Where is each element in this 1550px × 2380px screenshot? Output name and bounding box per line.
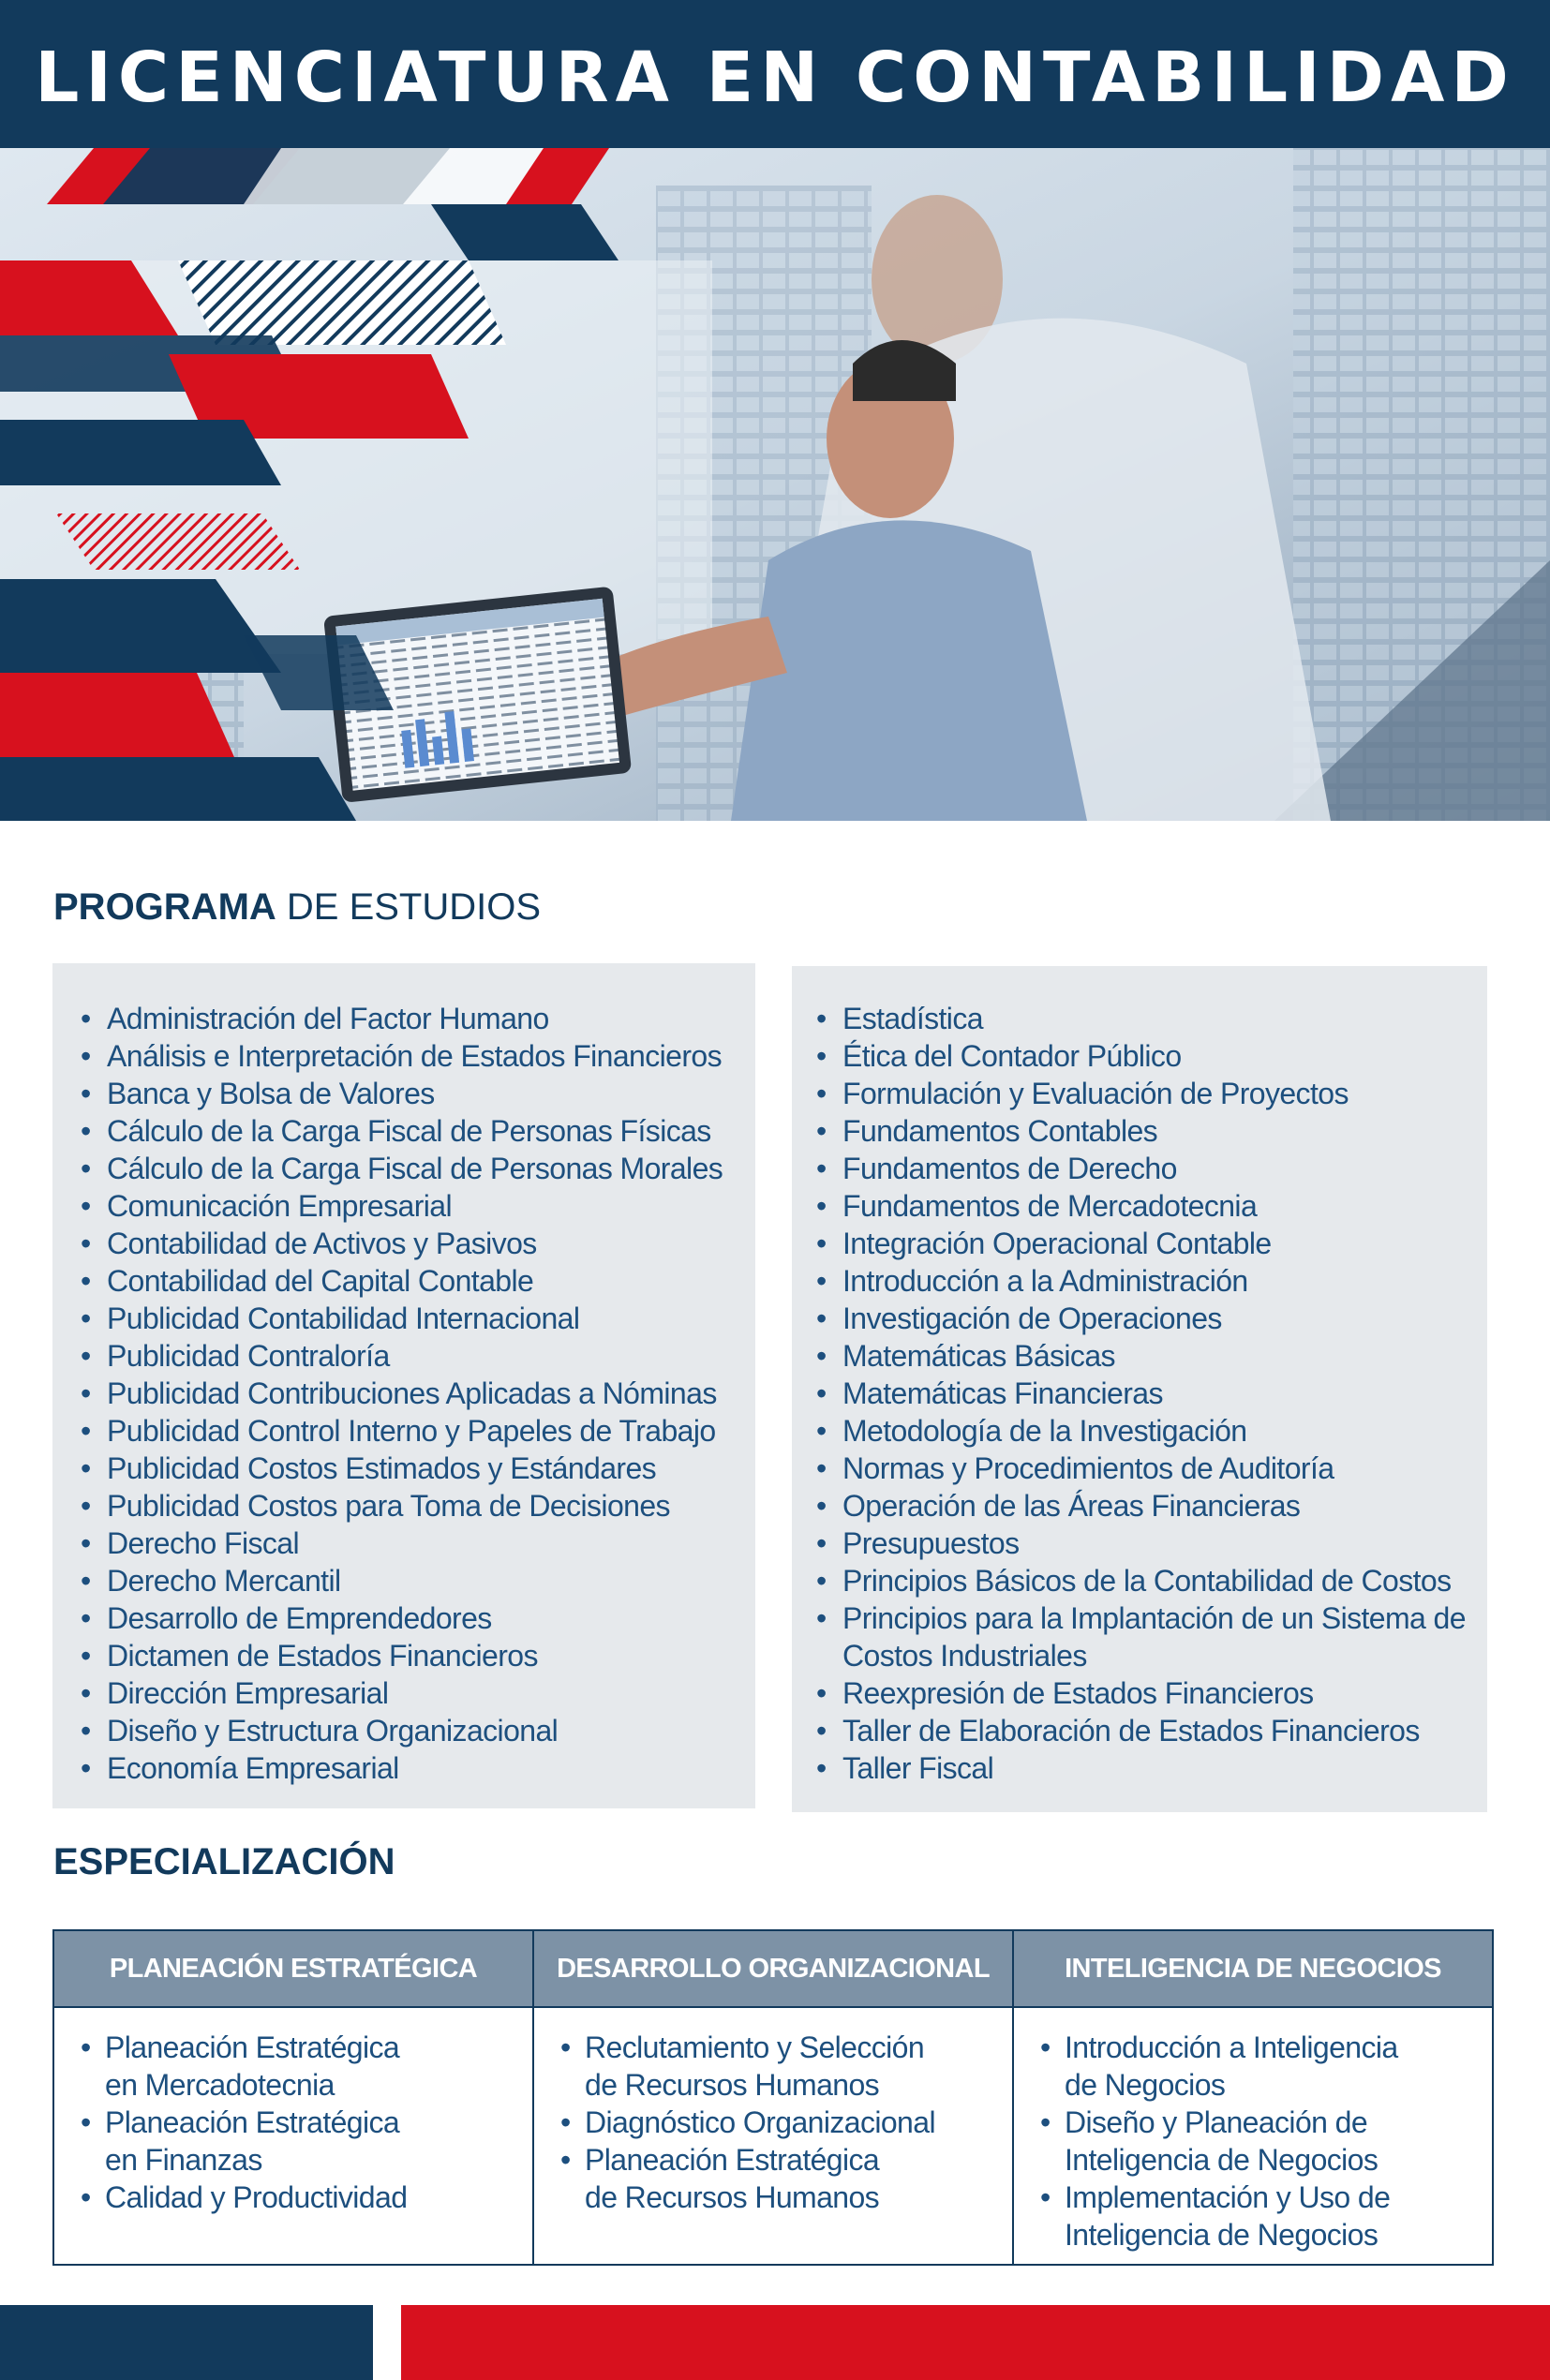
course-item: • Fundamentos Contables <box>814 1112 1487 1150</box>
spec-item <box>81 2029 532 2104</box>
course-item: • Fundamentos de Derecho <box>814 1150 1487 1187</box>
header-bar <box>0 0 1550 148</box>
spec-column <box>534 1931 1014 2264</box>
programa-title <box>53 886 541 929</box>
hero-image <box>0 148 1550 821</box>
course-item: • Fundamentos de Mercadotecnia <box>814 1187 1487 1225</box>
spec-item-line: • Calidad y Productividad <box>105 2180 408 2214</box>
course-item: • Administración del Factor Humano <box>79 1000 755 1037</box>
spec-item-line: • Planeación Estratégica <box>585 2143 880 2177</box>
course-item: • Derecho Mercantil <box>79 1562 755 1599</box>
course-item: • Matemáticas Básicas <box>814 1337 1487 1375</box>
course-item: • Ética del Contador Público <box>814 1037 1487 1075</box>
course-item: • Introducción a la Administración <box>814 1262 1487 1300</box>
programa-left-panel <box>52 963 755 1808</box>
hero-illustration <box>0 148 1550 821</box>
course-item: • Economía Empresarial <box>79 1749 755 1787</box>
spec-list <box>81 2029 532 2216</box>
especializacion-table <box>52 1929 1494 2266</box>
spec-header: INTELIGENCIA DE NEGOCIOS <box>1014 1931 1492 2008</box>
course-item: • Principios para la Implantación de un Sistema de Costos Industriales <box>814 1599 1480 1674</box>
spec-item-line: en Mercadotecnia <box>105 2068 335 2102</box>
programa-title-rest: DE ESTUDIOS <box>276 886 542 928</box>
programa-title-bold: PROGRAMA <box>53 886 276 928</box>
spec-item-line: de Recursos Humanos <box>585 2180 880 2214</box>
spec-item-line: • Planeación Estratégica <box>105 2030 400 2064</box>
course-item: • Cálculo de la Carga Fiscal de Personas Físicas <box>79 1112 755 1150</box>
spec-item <box>1040 2179 1492 2254</box>
spec-item-line: • Introducción a Inteligencia <box>1065 2030 1398 2064</box>
course-item: • Taller Fiscal <box>814 1749 1487 1787</box>
course-item: • Publicidad Contabilidad Internacional <box>79 1300 755 1337</box>
course-item: • Normas y Procedimientos de Auditoría <box>814 1450 1487 1487</box>
course-item: • Presupuestos <box>814 1525 1487 1562</box>
course-item: • Diseño y Estructura Organizacional <box>79 1712 755 1749</box>
course-item: • Comunicación Empresarial <box>79 1187 755 1225</box>
course-item: • Estadística <box>814 1000 1487 1037</box>
especializacion-title: ESPECIALIZACIÓN <box>53 1841 395 1882</box>
course-item: • Taller de Elaboración de Estados Financieros <box>814 1712 1487 1749</box>
course-item: • Contabilidad del Capital Contable <box>79 1262 755 1300</box>
course-item: • Dirección Empresarial <box>79 1674 755 1712</box>
spec-column <box>54 1931 534 2264</box>
course-item: • Publicidad Costos Estimados y Estándares <box>79 1450 755 1487</box>
spec-item-line: • Reclutamiento y Selección <box>585 2030 925 2064</box>
programa-right-list <box>792 966 1487 1787</box>
spec-item-line: • Diseño y Planeación de <box>1065 2105 1368 2139</box>
course-item: • Derecho Fiscal <box>79 1525 755 1562</box>
course-item: • Dictamen de Estados Financieros <box>79 1637 755 1674</box>
spec-item <box>1040 2029 1492 2104</box>
page-title: LICENCIATURA EN CONTABILIDAD <box>35 37 1515 118</box>
course-item: • Metodología de la Investigación <box>814 1412 1487 1450</box>
programa-right-panel <box>792 966 1487 1812</box>
course-item: • Reexpresión de Estados Financieros <box>814 1674 1487 1712</box>
spec-list <box>560 2029 1012 2216</box>
spec-item-line: Inteligencia de Negocios <box>1065 2218 1379 2252</box>
spec-item <box>560 2104 1012 2141</box>
spec-item-line: de Recursos Humanos <box>585 2068 880 2102</box>
footer-bar-red <box>401 2305 1550 2380</box>
spec-item-line: • Implementación y Uso de <box>1065 2180 1391 2214</box>
course-item: • Publicidad Contribuciones Aplicadas a Nóminas <box>79 1375 755 1412</box>
spec-item-line: Inteligencia de Negocios <box>1065 2143 1379 2177</box>
spec-list <box>1040 2029 1492 2254</box>
course-item: • Publicidad Contraloría <box>79 1337 755 1375</box>
course-item: • Matemáticas Financieras <box>814 1375 1487 1412</box>
course-item: • Contabilidad de Activos y Pasivos <box>79 1225 755 1262</box>
course-item: • Publicidad Control Interno y Papeles de Trabajo <box>79 1412 755 1450</box>
course-item: • Banca y Bolsa de Valores <box>79 1075 755 1112</box>
spec-item <box>81 2179 532 2216</box>
spec-item <box>1040 2104 1492 2179</box>
spec-item <box>560 2029 1012 2104</box>
course-item: • Integración Operacional Contable <box>814 1225 1487 1262</box>
course-item: • Investigación de Operaciones <box>814 1300 1487 1337</box>
course-item: • Publicidad Costos para Toma de Decisiones <box>79 1487 755 1525</box>
spec-item-line: • Diagnóstico Organizacional <box>585 2105 935 2139</box>
programa-left-list <box>52 963 755 1787</box>
course-item: • Análisis e Interpretación de Estados Financieros <box>79 1037 755 1075</box>
course-item: • Desarrollo de Emprendedores <box>79 1599 755 1637</box>
footer-bar-blue <box>0 2305 373 2380</box>
spec-column <box>1014 1931 1492 2264</box>
course-item: • Principios Básicos de la Contabilidad de Costos <box>814 1562 1487 1599</box>
course-item: • Cálculo de la Carga Fiscal de Personas Morales <box>79 1150 755 1187</box>
spec-item-line: de Negocios <box>1065 2068 1226 2102</box>
spec-item <box>560 2141 1012 2216</box>
course-item: • Formulación y Evaluación de Proyectos <box>814 1075 1487 1112</box>
spec-header: PLANEACIÓN ESTRATÉGICA <box>54 1931 532 2008</box>
spec-header: DESARROLLO ORGANIZACIONAL <box>534 1931 1012 2008</box>
spec-item-line: en Finanzas <box>105 2143 262 2177</box>
spec-item <box>81 2104 532 2179</box>
course-item: • Operación de las Áreas Financieras <box>814 1487 1487 1525</box>
spec-item-line: • Planeación Estratégica <box>105 2105 400 2139</box>
